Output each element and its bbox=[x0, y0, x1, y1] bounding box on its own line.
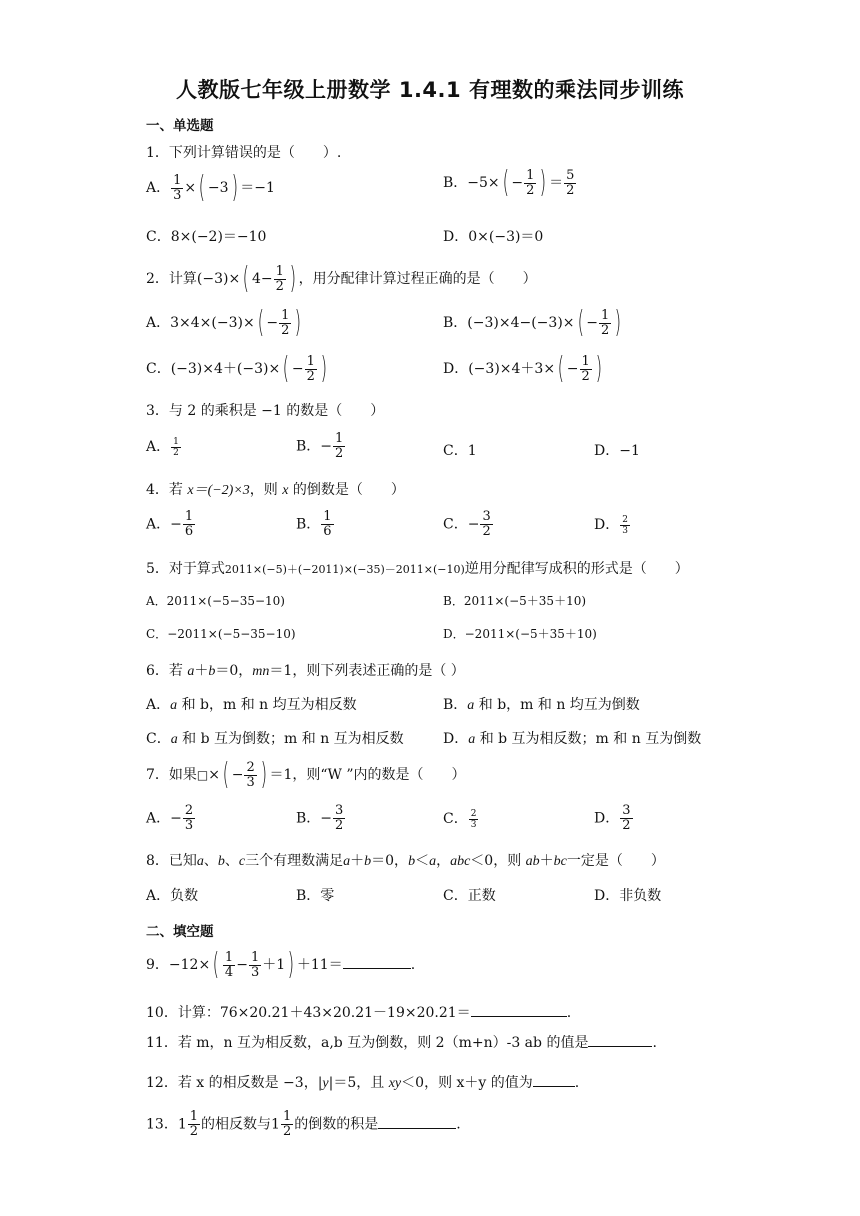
q5-option-d[interactable]: D．−2011×(−5＋35＋10) bbox=[443, 627, 597, 641]
q2-option-b[interactable]: B．(−3)×4−(−3)×( − $\frac{1}{2}$ ) bbox=[443, 305, 622, 340]
answer-blank[interactable] bbox=[343, 956, 411, 969]
question-8: 8．已知a、b、c三个有理数满足a＋b＝0，b＜a，abc＜0，则 ab＋bc一定是（ ） bbox=[146, 853, 665, 869]
section-single-choice: 一、单选题 bbox=[146, 118, 214, 134]
q4-option-d[interactable]: D． $\frac{2}{3}$ bbox=[594, 514, 628, 536]
q4-option-a[interactable]: A．− $\frac{1}{6}$ bbox=[146, 509, 194, 539]
q1-option-b[interactable]: B．−5×( − $\frac{1}{2}$ ) ＝ $\frac{5}{2}$ bbox=[443, 165, 575, 200]
answer-blank[interactable] bbox=[588, 1034, 652, 1047]
q8-option-b[interactable]: B．零 bbox=[296, 888, 335, 904]
q6-option-a[interactable]: A．a 和 b，m 和 n 均互为相反数 bbox=[146, 697, 357, 713]
question-12: 12．若 x 的相反数是 −3，|y|＝5，且 xy＜0，则 x＋y 的值为 . bbox=[146, 1075, 580, 1091]
q5-option-b[interactable]: B．2011×(−5＋35＋10) bbox=[443, 594, 587, 608]
box-icon: □ bbox=[196, 768, 209, 782]
q3-option-a[interactable]: A． $\frac{1}{2}$ bbox=[146, 436, 179, 458]
question-5: 5．对于算式2011×(−5)＋(−2011)×(−35)－2011×(−10)逆用分配律写成积的形式是（ ） bbox=[146, 561, 689, 577]
q2-option-d[interactable]: D．(−3)×4＋3×( − $\frac{1}{2}$ ) bbox=[443, 351, 602, 386]
q7-option-a[interactable]: A．− $\frac{2}{3}$ bbox=[146, 803, 194, 833]
q1-option-c[interactable]: C．8×(−2)＝−10 bbox=[146, 229, 267, 245]
q5-option-a[interactable]: A．2011×(−5−35−10) bbox=[146, 594, 285, 608]
q7-option-c[interactable]: C． $\frac{2}{3}$ bbox=[443, 808, 477, 830]
question-6: 6．若 a＋b＝0，mn＝1，则下列表述正确的是（ ） bbox=[146, 663, 465, 679]
q3-option-b[interactable]: B．− $\frac{1}{2}$ bbox=[296, 431, 344, 461]
answer-blank[interactable] bbox=[533, 1074, 575, 1087]
q8-option-a[interactable]: A．负数 bbox=[146, 888, 199, 904]
question-2: 2．计算(−3)×( 4− $\frac{1}{2}$ ) ，用分配律计算过程正确的是（ ） bbox=[146, 261, 537, 296]
q3-option-d[interactable]: D．−1 bbox=[594, 443, 640, 459]
question-11: 11．若 m，n 互为相反数，a,b 互为倒数，则 2（m+n）-3 ab 的值是 . bbox=[146, 1035, 657, 1051]
q4-option-b[interactable]: B． $\frac{1}{6}$ bbox=[296, 509, 332, 539]
question-10: 10．计算：76×20.21＋43×20.21－19×20.21＝ . bbox=[146, 1005, 572, 1021]
answer-blank[interactable] bbox=[378, 1116, 456, 1129]
question-9: 9．−12×( $\frac{1}{4}$ − $\frac{1}{3}$ ＋1) ＋11＝ . bbox=[146, 947, 416, 982]
question-1: 1．下列计算错误的是（ ）. bbox=[146, 145, 342, 161]
page-title: 人教版七年级上册数学 1.4.1 有理数的乘法同步训练 bbox=[176, 78, 684, 102]
q6-option-d[interactable]: D．a 和 b 互为相反数；m 和 n 互为倒数 bbox=[443, 731, 702, 747]
q6-option-c[interactable]: C．a 和 b 互为倒数；m 和 n 互为相反数 bbox=[146, 731, 404, 747]
q5-option-c[interactable]: C．−2011×(−5−35−10) bbox=[146, 627, 296, 641]
q8-option-c[interactable]: C．正数 bbox=[443, 888, 496, 904]
q6-option-b[interactable]: B．a 和 b，m 和 n 均互为倒数 bbox=[443, 697, 640, 713]
q8-option-d[interactable]: D．非负数 bbox=[594, 888, 662, 904]
answer-blank[interactable] bbox=[471, 1004, 567, 1017]
q7-option-d[interactable]: D． $\frac{3}{2}$ bbox=[594, 803, 631, 833]
q4-option-c[interactable]: C．− $\frac{3}{2}$ bbox=[443, 509, 491, 539]
q2-option-a[interactable]: A．3×4×(−3)×( − $\frac{1}{2}$ ) bbox=[146, 305, 302, 340]
question-7: 7．如果□×( − $\frac{2}{3}$ ) ＝1，则“W ”内的数是（ ） bbox=[146, 757, 466, 792]
q1-option-d[interactable]: D．0×(−3)＝0 bbox=[443, 229, 544, 245]
q1-option-a[interactable]: A． $\frac{1}{3}$ ×( −3) ＝−1 bbox=[146, 170, 275, 205]
q2-option-c[interactable]: C．(−3)×4＋(−3)×( − $\frac{1}{2}$ ) bbox=[146, 351, 328, 386]
question-3: 3．与 2 的乘积是 −1 的数是（ ） bbox=[146, 403, 385, 419]
question-13: 13．1 $\frac{1}{2}$ 的相反数与1 $\frac{1}{2}$ 的倒数的积是 . bbox=[146, 1109, 461, 1139]
q3-option-c[interactable]: C．1 bbox=[443, 443, 477, 459]
q7-option-b[interactable]: B．− $\frac{3}{2}$ bbox=[296, 803, 344, 833]
section-fill-blank: 二、填空题 bbox=[146, 924, 214, 940]
question-4: 4．若 x＝(−2)×3，则 x 的倒数是（ ） bbox=[146, 482, 405, 498]
